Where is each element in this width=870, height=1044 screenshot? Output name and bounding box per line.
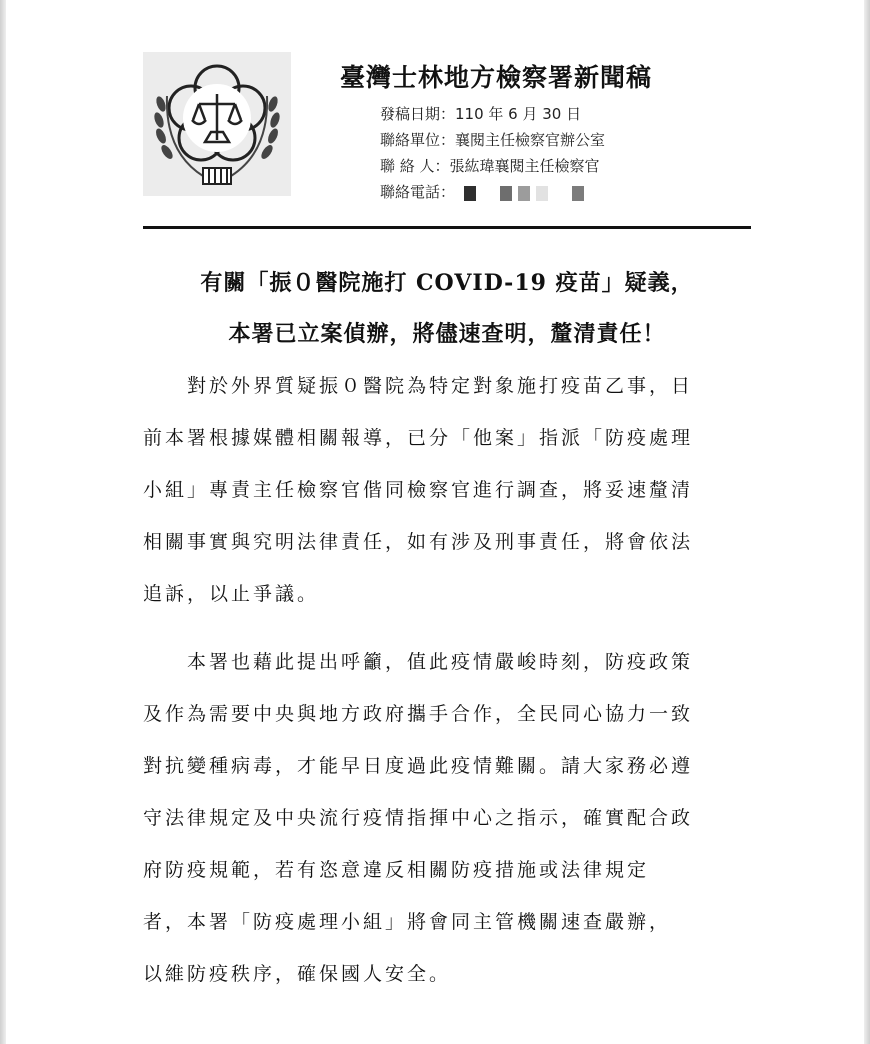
- paragraph-line: 對於外界質疑振０醫院為特定對象施打疫苗乙事，日: [143, 375, 694, 397]
- paragraph-line: 追訴，以止爭議。: [143, 583, 320, 605]
- paragraph-line: 府防疫規範，若有恣意違反相關防疫措施或法律規定: [143, 859, 650, 881]
- redaction-block: [500, 186, 512, 201]
- body-paragraph-1: [143, 360, 753, 620]
- contact-info: [380, 101, 605, 205]
- paragraph-line: 及作為需要中央與地方政府攜手合作，全民同心協力一致: [143, 703, 694, 725]
- contact-person-label: 聯 絡 人：: [380, 157, 450, 175]
- headline-line-1: 有關「振０醫院施打 COVID-19 疫苗」疑義，: [200, 270, 694, 296]
- contact-unit-label: 聯絡單位：: [380, 131, 456, 149]
- release-date-row: [380, 101, 605, 127]
- paragraph-line: 相關事實與究明法律責任，如有涉及刑事責任，將會依法: [143, 531, 694, 553]
- paragraph-line: 以維防疫秩序，確保國人安全。: [143, 963, 452, 985]
- headline-line-2: 本署已立案偵辦，將儘速查明，釐清責任！: [228, 321, 666, 347]
- contact-person-value: 張紘瑋襄閱主任檢察官: [449, 157, 600, 175]
- contact-unit-value: 襄閱主任檢察官辦公室: [455, 131, 606, 149]
- redaction-block: [572, 186, 584, 201]
- contact-phone-label: 聯絡電話：: [380, 183, 456, 201]
- paragraph-line: 者，本署「防疫處理小組」將會同主管機關速查嚴辦，: [143, 911, 672, 933]
- redaction-block: [482, 186, 494, 201]
- contact-unit-row: [380, 127, 605, 153]
- header-divider: [143, 226, 751, 229]
- release-date-label: 發稿日期：: [380, 105, 456, 123]
- release-date-value: 110 年 6 月 30 日: [455, 105, 582, 123]
- redaction-block: [518, 186, 530, 201]
- redaction-block: [554, 186, 566, 201]
- page-edge-right: [864, 0, 870, 1044]
- body-paragraph-2: [143, 636, 753, 1000]
- redaction-block: [536, 186, 548, 201]
- paragraph-line: 對抗變種病毒，才能早日度過此疫情難關。請大家務必遵: [143, 755, 694, 777]
- paragraph-line: 守法律規定及中央流行疫情指揮中心之指示，確實配合政: [143, 807, 694, 829]
- paragraph-line: 前本署根據媒體相關報導，已分「他案」指派「防疫處理: [143, 427, 694, 449]
- phone-redaction-blocks: [464, 180, 590, 206]
- press-release-page: [6, 0, 864, 1044]
- paragraph-line: 本署也藉此提出呼籲，值此疫情嚴峻時刻，防疫政策: [143, 651, 694, 673]
- paragraph-line: 小組」專責主任檢察官偕同檢察官進行調查，將妥速釐清: [143, 479, 694, 501]
- press-release-title: 臺灣士林地方檢察署新聞稿: [340, 63, 653, 92]
- redaction-block: [464, 186, 476, 201]
- prosecutor-emblem-logo: [143, 52, 291, 196]
- contact-phone-row: [380, 179, 605, 205]
- contact-person-row: [380, 153, 605, 179]
